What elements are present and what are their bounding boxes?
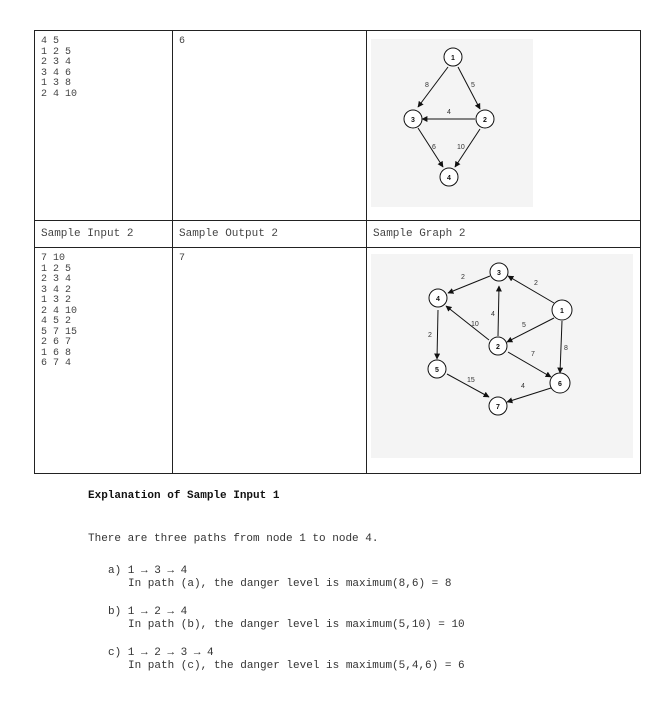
sample-output-1-cell — [173, 31, 367, 221]
sample-input-1: 4 5 1 2 5 2 3 4 3 4 6 1 3 8 2 4 10 — [41, 36, 78, 100]
graph1-node-3 — [404, 110, 422, 128]
samples-table — [34, 30, 641, 474]
graph1-weight-1-3: 8 — [425, 82, 429, 89]
graph1-node-1 — [444, 48, 462, 66]
graph2-weight-4-5: 2 — [428, 332, 432, 339]
svg-text:1: 1 — [560, 308, 564, 315]
sample-graph-1-cell — [367, 31, 641, 221]
sample-output-2-cell — [173, 248, 367, 474]
graph2-node-6 — [550, 373, 570, 393]
sample-graph-1 — [367, 31, 640, 215]
sample-input-2-cell — [35, 248, 173, 474]
path-b-detail: In path (b), the danger level is maximum(5,10) = 10 — [128, 619, 465, 631]
graph2-node-1 — [552, 300, 572, 320]
svg-text:2: 2 — [496, 344, 500, 351]
sample-input-2: 7 10 1 2 5 2 3 4 3 4 2 1 3 2 2 4 10 4 5 2 5 7 15 2 6 7 1 6 8 6 7 4 — [41, 253, 78, 369]
svg-text:3: 3 — [497, 270, 501, 277]
sample-graph-2 — [367, 248, 640, 468]
sample-output-2: 7 — [179, 253, 186, 264]
graph2-weight-6-7: 4 — [521, 383, 525, 390]
svg-text:4: 4 — [447, 175, 451, 182]
graph2-node-2 — [489, 337, 507, 355]
explanation-title: Explanation of Sample Input 1 — [88, 490, 280, 502]
graph2-weight-5-7: 15 — [467, 377, 475, 384]
graph2-weight-2-6: 7 — [531, 351, 535, 358]
explanation-intro: There are three paths from node 1 to node 4. — [88, 533, 379, 545]
graph2-weight-1-6: 8 — [564, 345, 568, 352]
graph2-weight-1-2: 5 — [522, 322, 526, 329]
path-c: c) 1 → 2 → 3 → 4 — [108, 647, 214, 659]
path-a: a) 1 → 3 → 4 — [108, 565, 188, 577]
svg-text:2: 2 — [483, 117, 487, 124]
svg-text:3: 3 — [411, 117, 415, 124]
sample-graph-2-cell — [367, 248, 641, 474]
graph1-weight-3-4: 6 — [432, 144, 436, 151]
graph2-weight-1-3: 2 — [534, 280, 538, 287]
graph2-weight-3-4: 2 — [461, 274, 465, 281]
graph1-node-2 — [476, 110, 494, 128]
header-sample-graph-2: Sample Graph 2 — [367, 221, 641, 248]
path-b: b) 1 → 2 → 4 — [108, 606, 188, 618]
header-sample-output-2: Sample Output 2 — [173, 221, 367, 248]
graph1-weight-1-2: 5 — [471, 82, 475, 89]
svg-text:1: 1 — [451, 55, 455, 62]
sample-output-1: 6 — [179, 36, 186, 47]
graph2-node-5 — [428, 360, 446, 378]
svg-text:4: 4 — [436, 296, 440, 303]
path-a-detail: In path (a), the danger level is maximum(8,6) = 8 — [128, 578, 452, 590]
graph-2-background — [371, 254, 633, 458]
graph2-weight-2-4: 10 — [471, 321, 479, 328]
graph2-node-7 — [489, 397, 507, 415]
graph2-node-3 — [490, 263, 508, 281]
graph1-weight-2-4: 10 — [457, 144, 465, 151]
graph2-weight-2-3: 4 — [491, 311, 495, 318]
path-c-detail: In path (c), the danger level is maximum(5,4,6) = 6 — [128, 660, 465, 672]
svg-text:6: 6 — [558, 381, 562, 388]
header-sample-input-2: Sample Input 2 — [35, 221, 173, 248]
graph1-weight-2-3: 4 — [447, 109, 451, 116]
svg-text:7: 7 — [496, 404, 500, 411]
sample-input-1-cell — [35, 31, 173, 221]
graph1-node-4 — [440, 168, 458, 186]
svg-text:5: 5 — [435, 367, 439, 374]
graph2-node-4 — [429, 289, 447, 307]
